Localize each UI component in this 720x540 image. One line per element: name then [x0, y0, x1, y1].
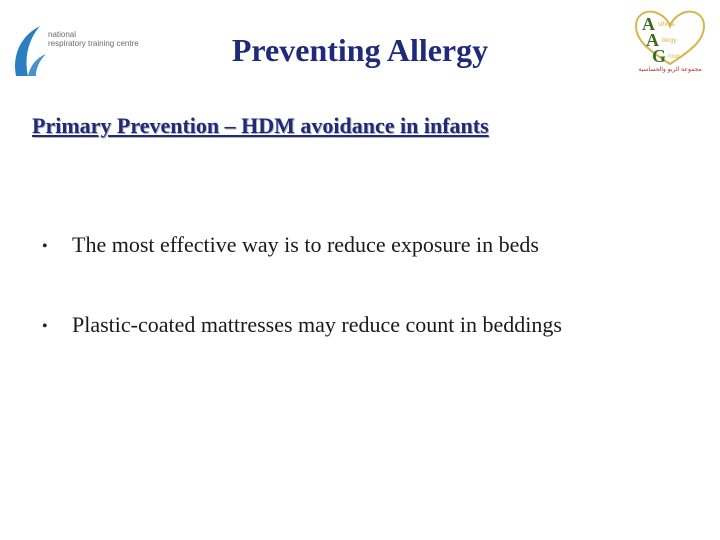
- aag-letter-g: G: [652, 46, 667, 66]
- logo-left-line-2: respiratory training centre: [48, 39, 139, 48]
- slide-subtitle: Primary Prevention – HDM avoidance in infants: [32, 113, 489, 138]
- bullet-list: [30, 232, 710, 338]
- aag-word-3: roup: [668, 54, 681, 60]
- bullet-item: [30, 232, 710, 258]
- bullet-dot-icon: •: [42, 238, 48, 255]
- bullet-text: The most effective way is to reduce exposure in beds: [72, 232, 539, 257]
- bullet-text: Plastic-coated mattresses may reduce count in beddings: [72, 312, 562, 337]
- bullet-dot-icon: •: [42, 318, 48, 335]
- slide-title: Preventing Allergy: [231, 32, 489, 68]
- aag-word-1: sthma: [658, 22, 675, 28]
- aag-letter-a1: A: [642, 14, 655, 34]
- aag-word-2: llergy: [662, 38, 677, 44]
- aag-arabic-text: مجموعة الربو والحساسية: [638, 66, 702, 73]
- aag-letter-a2: A: [646, 30, 659, 50]
- logo-left-line-1: national: [48, 30, 77, 39]
- bullet-item: [30, 312, 710, 338]
